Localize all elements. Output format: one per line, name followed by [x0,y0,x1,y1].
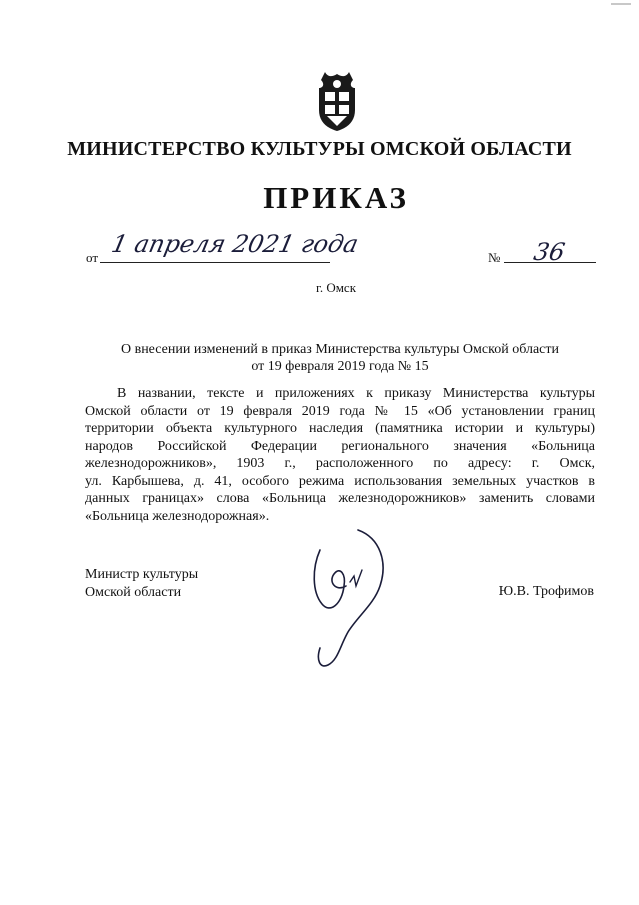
coat-of-arms-icon [313,70,361,132]
order-body [85,385,595,525]
body-line: «Больница железнодорожная». [85,508,270,524]
body-line: В названии, тексте и приложениях к приказу Министерства культуры [117,386,595,401]
ministry-title: МИНИСТЕРСТВО КУЛЬТУРЫ ОМСКОЙ ОБЛАСТИ [67,138,572,160]
order-subject [90,341,590,375]
scan-mark-icon [611,2,631,6]
signatory-name: Ю.В. Трофимов [498,584,594,599]
body-line: территории объекта культурного наследия (памятника истории и культуры) [85,421,595,436]
subject-line: от 19 февраля 2019 года № 15 [251,359,429,374]
body-line: народов Российской Федерации регионального значения «Больница [85,438,595,454]
handwritten-date: 1 апреля 2021 года [109,230,361,258]
number-prefix: № [488,250,501,265]
body-line: данных границах» слова «Больница железнодорожников» заменить словами [85,491,595,506]
subject-line: О внесении изменений в приказ Министерства культуры Омской области [120,342,560,357]
date-underline [100,262,330,263]
body-line: железнодорожников», 1903 г., расположенного по адресу: г. Омск, [85,456,595,471]
position-line: Министр культуры [85,567,199,582]
handwritten-number: 36 [531,238,568,266]
body-line: Омской области от 19 февраля 2019 года № 15 «Об установлении границ [85,403,595,419]
document-type-title: ПРИКАЗ [263,180,409,215]
signatory-position [85,566,198,602]
date-prefix: от [86,250,99,265]
handwritten-signature-icon [300,520,400,670]
city-label: г. Омск [315,280,357,295]
body-line: ул. Карбышева, д. 41, особого режима использования земельных участков в [85,473,595,489]
position-line: Омской области [85,585,182,600]
date-number-row [86,230,596,270]
